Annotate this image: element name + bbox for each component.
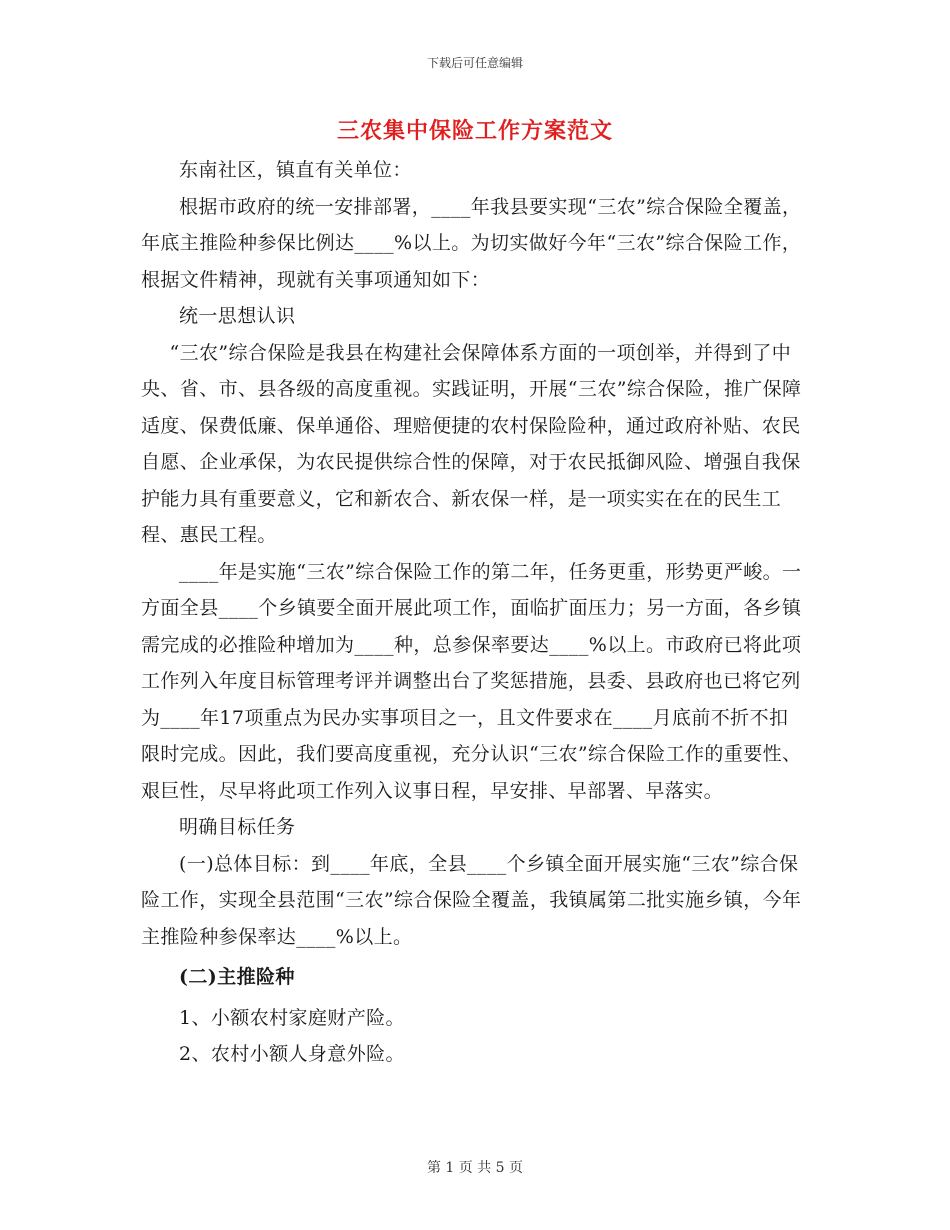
page-header: 下载后可任意编辑: [426, 56, 523, 70]
list-item: 2、农村小额人身意外险。: [179, 1043, 405, 1065]
document-body: [141, 152, 806, 1073]
section-heading-2: 明确目标任务: [179, 816, 296, 838]
body-paragraph-3: (一)总体目标：到____年底，全县____个乡镇全面开展实施“三农”综合保险工作，实现全县范围“三农”综合保险全覆盖，我镇属第二批实施乡镇，今年主推险种参保率达____%以上。: [141, 852, 802, 948]
body-paragraph-1: “三农”综合保险是我县在构建社会保障体系方面的一项创举，并得到了中央、省、市、县各级的高度重视。实践证明，开展“三农”综合保险，推广保障适度、保费低廉、保单通俗、理赔便捷的农村保险险种，通过政府补贴、农民自愿、企业承保，为农民提供综合性的保障，对于农民抵御风险、增强自我保护能力具有重要意义，它和新农合、新农保一样，是一项实实在在的民生工程、惠民工程。: [141, 341, 802, 546]
salutation-paragraph: 东南社区，镇直有关单位：: [179, 159, 412, 181]
document-title: 三农集中保险工作方案范文: [336, 118, 613, 144]
intro-paragraph: 根据市政府的统一安排部署，____年我县要实现“三农”综合保险全覆盖，年底主推险种参保比例达____%以上。为切实做好今年“三农”综合保险工作，根据文件精神，现就有关事项通知如下：: [141, 195, 802, 291]
section-heading-1: 统一思想认识: [179, 305, 296, 327]
list-item: 1、小额农村家庭财产险。: [179, 1006, 405, 1029]
body-paragraph-2: ____年是实施“三农”综合保险工作的第二年，任务更重，形势更严峻。一方面全县____个乡镇要全面开展此项工作，面临扩面压力；另一方面，各乡镇需完成的必推险种增加为____种，总参保率要达____%以上。市政府已将此项工作列入年度目标管理考评并调整出台了奖惩措施，县委、县政府也已将它列为____年17项重点为民办实事项目之一，且文件要求在____月底前不折不扣限时完成。因此，我们要高度重视，充分认识“三农”综合保险工作的重要性、艰巨性，尽早将此项工作列入议事日程，早安排、早部署、早落实。: [141, 560, 802, 802]
subsection-heading: (二)主推险种: [179, 966, 295, 988]
page-number: 第 1 页 共 5 页: [426, 1160, 524, 1176]
